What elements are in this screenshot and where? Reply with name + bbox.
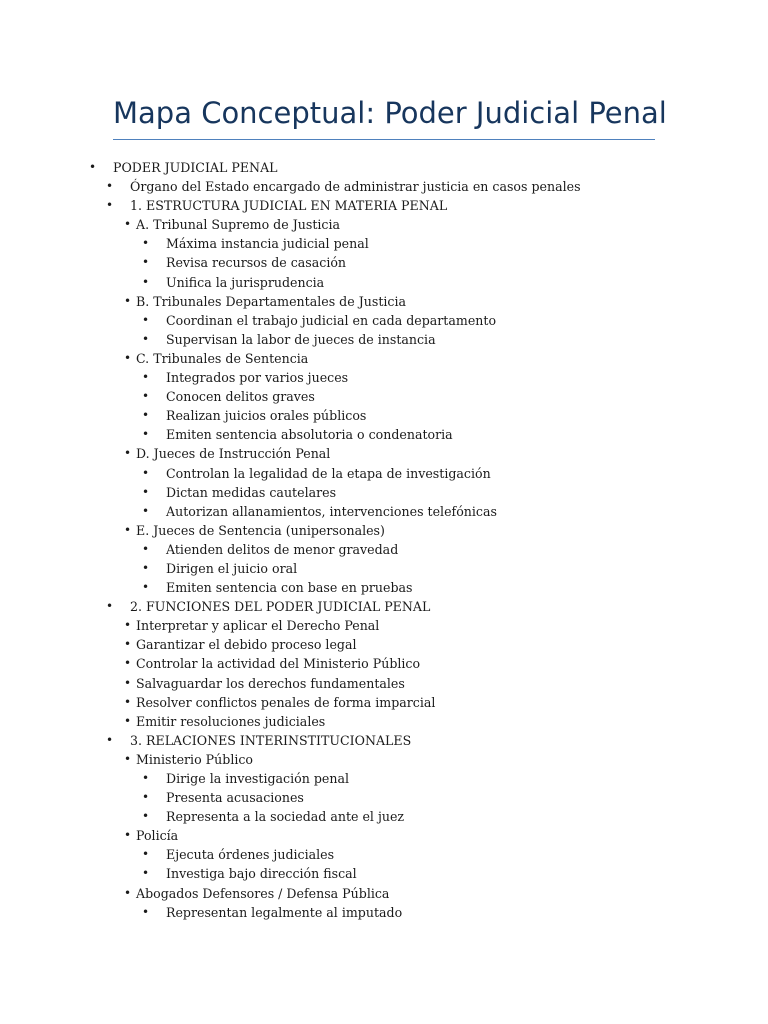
outline-item-level-2 <box>0 750 768 769</box>
outline-item-level-3 <box>0 845 768 864</box>
outline-item-text: Revisa recursos de casación <box>166 255 347 271</box>
outline-item-level-2 <box>0 826 768 845</box>
outline-item-text: Dirige la investigación penal <box>166 771 349 786</box>
outline-item-text: 3. RELACIONES INTERINSTITUCIONALES <box>130 732 412 748</box>
outline-item-level-3 <box>0 464 768 483</box>
outline-item-text: Dirigen el juicio oral <box>166 560 298 576</box>
outline-item-text: E. Jueces de Sentencia (unipersonales) <box>136 522 385 538</box>
bullet-icon: • <box>142 389 150 404</box>
bullet-icon: • <box>124 446 132 461</box>
bullet-outline <box>0 158 768 922</box>
outline-item-text: Ejecuta órdenes judiciales <box>166 847 335 863</box>
bullet-icon: • <box>106 179 114 194</box>
outline-item-level-2 <box>0 635 768 654</box>
outline-item-text: Representa a la sociedad ante el juez <box>166 809 405 825</box>
outline-item-text: C. Tribunales de Sentencia <box>136 350 309 366</box>
bullet-icon: • <box>142 904 150 919</box>
bullet-icon: • <box>124 637 132 652</box>
document-title: Mapa Conceptual: Poder Judicial Penal <box>113 96 667 130</box>
outline-item-text: Realizan juicios orales públicos <box>166 408 367 424</box>
bullet-icon: • <box>142 255 150 270</box>
outline-item-text: Interpretar y aplicar el Derecho Penal <box>136 618 380 634</box>
bullet-icon: • <box>124 828 132 843</box>
outline-item-level-2 <box>0 521 768 540</box>
bullet-icon: • <box>142 427 150 442</box>
bullet-icon: • <box>124 885 132 900</box>
outline-item-text: Abogados Defensores / Defensa Pública <box>136 885 390 901</box>
outline-item-text: Salvaguardar los derechos fundamentales <box>136 675 405 691</box>
bullet-icon: • <box>142 484 150 499</box>
outline-item-text: Representan legalmente al imputado <box>166 904 403 920</box>
outline-item-text: Integrados por varios jueces <box>166 370 349 386</box>
outline-item-level-3 <box>0 234 768 253</box>
bullet-icon: • <box>142 790 150 805</box>
outline-item-text: Controlan la legalidad de la etapa de investigación <box>166 465 491 481</box>
bullet-icon: • <box>142 580 150 595</box>
bullet-icon: • <box>106 732 114 747</box>
bullet-icon: • <box>124 751 132 766</box>
outline-item-level-3 <box>0 540 768 559</box>
bullet-icon: • <box>142 541 150 556</box>
outline-item-text: Autorizan allanamientos, intervenciones telefónicas <box>166 503 497 519</box>
outline-item-level-1 <box>0 597 768 616</box>
outline-item-level-3 <box>0 425 768 444</box>
outline-item-text: Ministerio Público <box>136 751 254 767</box>
bullet-icon: • <box>142 771 150 785</box>
outline-item-text: Unifica la jurisprudencia <box>166 274 325 290</box>
bullet-icon: • <box>124 293 132 308</box>
outline-item-level-2 <box>0 712 768 731</box>
bullet-icon: • <box>124 656 132 671</box>
bullet-icon: • <box>89 160 97 174</box>
outline-item-level-3 <box>0 311 768 330</box>
outline-item-text: Emiten sentencia absolutoria o condenatoria <box>166 427 453 443</box>
bullet-icon: • <box>142 465 150 480</box>
outline-item-level-3 <box>0 864 768 883</box>
outline-item-level-2 <box>0 444 768 463</box>
outline-item-level-3 <box>0 559 768 578</box>
outline-item-text: A. Tribunal Supremo de Justicia <box>136 217 340 233</box>
outline-item-text: Investiga bajo dirección fiscal <box>166 866 357 882</box>
title-underline <box>113 139 655 140</box>
outline-item-text: D. Jueces de Instrucción Penal <box>136 446 331 462</box>
bullet-icon: • <box>142 331 150 346</box>
outline-item-level-1 <box>0 177 768 196</box>
outline-item-level-3 <box>0 406 768 425</box>
bullet-icon: • <box>106 198 114 213</box>
outline-item-text: Supervisan la labor de jueces de instancia <box>166 331 436 347</box>
outline-item-text: Presenta acusaciones <box>166 790 304 806</box>
bullet-icon: • <box>142 236 150 251</box>
bullet-icon: • <box>142 274 150 289</box>
bullet-icon: • <box>142 408 150 423</box>
outline-item-level-3 <box>0 368 768 387</box>
outline-item-text: Órgano del Estado encargado de administrar justicia en casos penales <box>130 179 581 195</box>
outline-item-text: Atienden delitos de menor gravedad <box>166 541 399 557</box>
outline-item-level-3 <box>0 483 768 502</box>
outline-item-text: 2. FUNCIONES DEL PODER JUDICIAL PENAL <box>130 599 431 615</box>
outline-item-level-1 <box>0 196 768 215</box>
outline-item-level-3 <box>0 387 768 406</box>
outline-item-level-2 <box>0 215 768 234</box>
outline-item-level-3 <box>0 769 768 788</box>
outline-item-level-3 <box>0 273 768 292</box>
outline-item-level-3 <box>0 788 768 807</box>
bullet-icon: • <box>106 599 114 614</box>
outline-item-text: Resolver conflictos penales de forma imparcial <box>136 694 436 710</box>
outline-item-level-3 <box>0 578 768 597</box>
bullet-icon: • <box>124 217 132 232</box>
bullet-icon: • <box>124 713 132 728</box>
outline-item-level-3 <box>0 330 768 349</box>
outline-item-text: Emitir resoluciones judiciales <box>136 713 326 729</box>
outline-item-text: 1. ESTRUCTURA JUDICIAL EN MATERIA PENAL <box>130 198 448 214</box>
outline-item-text: PODER JUDICIAL PENAL <box>113 160 278 175</box>
bullet-icon: • <box>124 675 132 690</box>
outline-item-level-2 <box>0 884 768 903</box>
bullet-icon: • <box>124 350 132 365</box>
outline-item-level-3 <box>0 502 768 521</box>
outline-item-level-1 <box>0 731 768 750</box>
outline-item-text: Garantizar el debido proceso legal <box>136 637 357 653</box>
outline-item-text: Conocen delitos graves <box>166 389 315 405</box>
bullet-icon: • <box>142 503 150 518</box>
bullet-icon: • <box>142 847 150 862</box>
outline-item-text: Dictan medidas cautelares <box>166 484 337 500</box>
bullet-icon: • <box>142 312 150 327</box>
outline-item-level-3 <box>0 253 768 272</box>
outline-item-level-2 <box>0 674 768 693</box>
outline-item-text: Máxima instancia judicial penal <box>166 236 369 252</box>
outline-item-level-2 <box>0 693 768 712</box>
bullet-icon: • <box>124 618 132 633</box>
outline-item-text: B. Tribunales Departamentales de Justicia <box>136 293 406 309</box>
bullet-icon: • <box>142 370 150 385</box>
bullet-icon: • <box>124 694 132 709</box>
outline-item-level-2 <box>0 616 768 635</box>
outline-item-level-3 <box>0 807 768 826</box>
outline-item-text: Coordinan el trabajo judicial en cada departamento <box>166 312 497 328</box>
outline-item-level-2 <box>0 654 768 673</box>
outline-item-level-2 <box>0 292 768 311</box>
outline-item-level-2 <box>0 349 768 368</box>
outline-item-text: Emiten sentencia con base en pruebas <box>166 580 413 596</box>
outline-item-text: Policía <box>136 828 179 844</box>
outline-item-level-0 <box>0 158 768 177</box>
bullet-icon: • <box>142 809 150 824</box>
outline-item-level-3 <box>0 903 768 922</box>
bullet-icon: • <box>124 522 132 537</box>
outline-item-text: Controlar la actividad del Ministerio Público <box>136 656 421 672</box>
bullet-icon: • <box>142 560 150 575</box>
bullet-icon: • <box>142 866 150 881</box>
